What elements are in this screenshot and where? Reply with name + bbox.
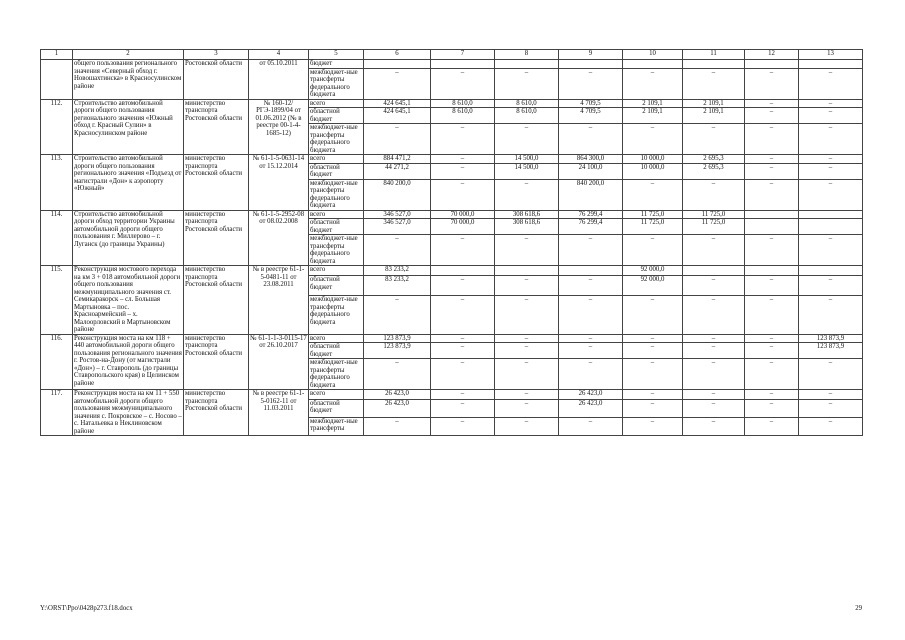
amount-cell: 10 000,0: [623, 163, 683, 179]
funding-source: межбюджет-ные трансферты: [309, 417, 364, 435]
amount-cell: 123 873,9: [364, 334, 431, 343]
row-number: 116.: [41, 334, 73, 390]
amount-cell: 308 618,6: [495, 210, 559, 219]
document-details: от 05.10.2011: [249, 60, 309, 100]
amount-cell: 83 233,2: [364, 276, 431, 296]
amount-cell: –: [495, 390, 559, 400]
funding-source: областной бюджет: [309, 343, 364, 359]
amount-cell: –: [495, 399, 559, 417]
amount-cell: –: [559, 296, 623, 334]
amount-cell: –: [799, 276, 863, 296]
amount-cell: –: [495, 124, 559, 155]
amount-cell: –: [364, 235, 431, 266]
object-name: Строительство автомобильной дороги общего пользования регионального значения «Подъезд от магистрали «Дон» к аэропорту «Южный»: [73, 155, 184, 211]
funding-source: областной бюджет: [309, 219, 364, 235]
col-header: 12: [745, 50, 799, 60]
amount-cell: –: [799, 359, 863, 390]
amount-cell: 11 725,0: [683, 210, 745, 219]
document-details: № в реестре 61-1-5-0481-11 от 23.08.2011: [249, 266, 309, 335]
funding-source: всего: [309, 155, 364, 164]
amount-cell: –: [431, 163, 495, 179]
document-details: № в реестре 61-1-5-0162-11 от 11.03.2011: [249, 390, 309, 436]
amount-cell: 2 695,3: [683, 163, 745, 179]
amount-cell: [431, 266, 495, 276]
amount-cell: [799, 210, 863, 219]
amount-cell: [799, 60, 863, 69]
amount-cell: 2 109,1: [683, 108, 745, 124]
amount-cell: –: [799, 68, 863, 99]
document-details: № 160-12/ РГЭ-1899/04 от 01.06.2012 (№ в реестре 00-1-4-1685-12): [249, 99, 309, 155]
row-number: [41, 60, 73, 100]
col-header: 9: [559, 50, 623, 60]
document-details: № 61-1-5-2952-08 от 08.02.2008: [249, 210, 309, 266]
amount-cell: 123 873,9: [799, 334, 863, 343]
funding-source: всего: [309, 99, 364, 108]
amount-cell: [559, 266, 623, 276]
amount-cell: 8 610,0: [495, 108, 559, 124]
amount-cell: –: [799, 417, 863, 435]
amount-cell: –: [431, 68, 495, 99]
amount-cell: –: [559, 124, 623, 155]
amount-cell: 2 695,3: [683, 155, 745, 164]
amount-cell: –: [683, 296, 745, 334]
col-header: 10: [623, 50, 683, 60]
amount-cell: –: [559, 417, 623, 435]
amount-cell: –: [431, 390, 495, 400]
amount-cell: –: [745, 99, 799, 108]
amount-cell: –: [559, 68, 623, 99]
amount-cell: 346 527,0: [364, 219, 431, 235]
amount-cell: –: [431, 124, 495, 155]
amount-cell: –: [495, 296, 559, 334]
funding-source: межбюджет-ные трансферты федерального бюджета: [309, 296, 364, 334]
executor: министерство транспорта Ростовской области: [184, 390, 249, 436]
amount-cell: 8 610,0: [495, 99, 559, 108]
amount-cell: –: [745, 296, 799, 334]
amount-cell: –: [623, 390, 683, 400]
amount-cell: –: [364, 124, 431, 155]
budget-table: [40, 49, 863, 436]
amount-cell: –: [745, 155, 799, 164]
amount-cell: –: [683, 124, 745, 155]
executor: министерство транспорта Ростовской области: [184, 99, 249, 155]
amount-cell: –: [745, 179, 799, 210]
table-row: [41, 334, 863, 343]
amount-cell: –: [431, 359, 495, 390]
amount-cell: 26 423,0: [559, 399, 623, 417]
amount-cell: –: [799, 296, 863, 334]
amount-cell: 864 300,0: [559, 155, 623, 164]
amount-cell: –: [623, 399, 683, 417]
col-header: 6: [364, 50, 431, 60]
executor: министерство транспорта Ростовской области: [184, 155, 249, 211]
amount-cell: –: [799, 163, 863, 179]
amount-cell: [799, 219, 863, 235]
amount-cell: 70 000,0: [431, 219, 495, 235]
amount-cell: –: [559, 276, 623, 296]
amount-cell: 92 000,0: [623, 276, 683, 296]
col-header: 2: [73, 50, 184, 60]
col-header: 8: [495, 50, 559, 60]
executor: министерство транспорта Ростовской области: [184, 334, 249, 390]
amount-cell: 4 709,5: [559, 108, 623, 124]
amount-cell: 2 109,1: [623, 108, 683, 124]
amount-cell: –: [495, 334, 559, 343]
amount-cell: 424 645,1: [364, 99, 431, 108]
amount-cell: –: [431, 276, 495, 296]
amount-cell: –: [799, 99, 863, 108]
amount-cell: –: [495, 235, 559, 266]
table-row: [41, 390, 863, 400]
amount-cell: –: [559, 343, 623, 359]
amount-cell: –: [683, 417, 745, 435]
table-row: [41, 266, 863, 276]
executor: министерство транспорта Ростовской области: [184, 266, 249, 335]
row-number: 114.: [41, 210, 73, 266]
col-header: 1: [41, 50, 73, 60]
amount-cell: 26 423,0: [364, 399, 431, 417]
amount-cell: [799, 266, 863, 276]
amount-cell: –: [431, 235, 495, 266]
amount-cell: 44 271,2: [364, 163, 431, 179]
amount-cell: –: [799, 108, 863, 124]
amount-cell: –: [623, 179, 683, 210]
amount-cell: –: [364, 68, 431, 99]
amount-cell: [431, 60, 495, 69]
funding-source: межбюджет-ные трансферты федерального бюджета: [309, 68, 364, 99]
amount-cell: –: [683, 334, 745, 343]
table-row: [41, 210, 863, 219]
document-details: № 61-1-5-0631-14 от 15.12.2014: [249, 155, 309, 211]
col-header: 7: [431, 50, 495, 60]
amount-cell: –: [559, 359, 623, 390]
amount-cell: –: [799, 179, 863, 210]
funding-source: областной бюджет: [309, 399, 364, 417]
amount-cell: 4 709,5: [559, 99, 623, 108]
table-row: [41, 60, 863, 69]
amount-cell: [559, 60, 623, 69]
amount-cell: –: [623, 235, 683, 266]
amount-cell: –: [745, 417, 799, 435]
amount-cell: –: [495, 359, 559, 390]
amount-cell: –: [623, 343, 683, 359]
amount-cell: –: [799, 390, 863, 400]
amount-cell: 92 000,0: [623, 266, 683, 276]
amount-cell: 11 725,0: [683, 219, 745, 235]
amount-cell: –: [745, 359, 799, 390]
amount-cell: –: [745, 343, 799, 359]
amount-cell: –: [431, 343, 495, 359]
row-number: 112.: [41, 99, 73, 155]
amount-cell: [745, 210, 799, 219]
amount-cell: 8 610,0: [431, 108, 495, 124]
amount-cell: –: [364, 359, 431, 390]
table-row: [41, 99, 863, 108]
funding-source: областной бюджет: [309, 108, 364, 124]
object-name: Реконструкция моста на км 118 + 440 автомобильной дороги общего пользования регионального значения г. Ростов-на-Дону (от магистрали «Дон») – г. Ставрополь (до границы Ставропольского края) в Целинском районе: [73, 334, 184, 390]
amount-cell: 884 471,2: [364, 155, 431, 164]
amount-cell: –: [559, 235, 623, 266]
amount-cell: 24 100,0: [559, 163, 623, 179]
amount-cell: –: [623, 359, 683, 390]
amount-cell: –: [745, 390, 799, 400]
amount-cell: –: [623, 296, 683, 334]
table-body: [41, 60, 863, 436]
object-name: Реконструкция моста на км 11 + 550 автомобильной дороги общего пользования межмуниципального значения с. Покровское – с. Носово – с. Натальевка в Неклиновском районе: [74, 390, 182, 435]
row-number: 113.: [41, 155, 73, 211]
row-number: 117.: [41, 390, 73, 436]
amount-cell: –: [495, 179, 559, 210]
amount-cell: 123 873,9: [364, 343, 431, 359]
amount-cell: [364, 60, 431, 69]
document-details: № 61-1-1-3-0115-17 от 26.10.2017: [249, 334, 309, 390]
col-header: 4: [249, 50, 309, 60]
amount-cell: 83 233,2: [364, 266, 431, 276]
amount-cell: –: [745, 235, 799, 266]
funding-source: всего: [309, 334, 364, 343]
funding-source: всего: [309, 210, 364, 219]
amount-cell: 8 610,0: [431, 99, 495, 108]
amount-cell: –: [623, 68, 683, 99]
amount-cell: –: [745, 108, 799, 124]
amount-cell: –: [683, 399, 745, 417]
amount-cell: 123 873,9: [799, 343, 863, 359]
funding-source: межбюджет-ные трансферты федерального бюджета: [309, 359, 364, 390]
amount-cell: –: [745, 163, 799, 179]
amount-cell: 26 423,0: [364, 390, 431, 400]
amount-cell: –: [683, 343, 745, 359]
amount-cell: 2 109,1: [623, 99, 683, 108]
executor: Ростовской области: [184, 60, 249, 100]
amount-cell: 346 527,0: [364, 210, 431, 219]
amount-cell: –: [683, 359, 745, 390]
amount-cell: –: [623, 334, 683, 343]
amount-cell: 308 618,6: [495, 219, 559, 235]
page-number: 29: [855, 605, 862, 612]
col-header: 3: [184, 50, 249, 60]
amount-cell: –: [799, 124, 863, 155]
amount-cell: [683, 60, 745, 69]
amount-cell: [623, 60, 683, 69]
amount-cell: –: [683, 276, 745, 296]
funding-source: всего: [309, 266, 364, 276]
amount-cell: [495, 60, 559, 69]
amount-cell: –: [745, 68, 799, 99]
amount-cell: 11 725,0: [623, 210, 683, 219]
amount-cell: 26 423,0: [559, 390, 623, 400]
amount-cell: –: [799, 399, 863, 417]
amount-cell: [495, 266, 559, 276]
amount-cell: –: [745, 399, 799, 417]
amount-cell: –: [364, 296, 431, 334]
col-header: 5: [309, 50, 364, 60]
amount-cell: –: [559, 334, 623, 343]
object-name: общего пользования регионального значения «Северный обход г. Новошахтинска» в Красносулинском районе: [73, 60, 184, 100]
col-header: 11: [683, 50, 745, 60]
object-name: Строительство автомобильной дороги общего пользования регионального значения «Южный обход г. Красный Сулин» в Красносулинском районе: [73, 99, 184, 155]
funding-source: межбюджет-ные трансферты федерального бюджета: [309, 235, 364, 266]
amount-cell: 14 500,0: [495, 155, 559, 164]
amount-cell: –: [683, 68, 745, 99]
amount-cell: –: [495, 417, 559, 435]
amount-cell: [745, 219, 799, 235]
col-header: 13: [799, 50, 863, 60]
amount-cell: –: [745, 124, 799, 155]
document-path: Y:\ORST\Ppo\0428p273.f18.docx: [40, 605, 133, 612]
executor: министерство транспорта Ростовской области: [184, 210, 249, 266]
amount-cell: 10 000,0: [623, 155, 683, 164]
amount-cell: [745, 266, 799, 276]
amount-cell: 70 000,0: [431, 210, 495, 219]
column-number-row: [41, 50, 863, 60]
amount-cell: 840 200,0: [559, 179, 623, 210]
funding-source: межбюджет-ные трансферты федерального бюджета: [309, 179, 364, 210]
amount-cell: –: [431, 155, 495, 164]
amount-cell: –: [364, 417, 431, 435]
amount-cell: –: [683, 235, 745, 266]
object-name: Реконструкция мостового перехода на км 3 + 018 автомобильной дороги общего пользования межмуниципального значения ст. Семикаракорск – сл. Большая Мартыновка – пос. Красноармейский – х. Малоорловский в Мартыновском районе: [73, 266, 184, 335]
amount-cell: 76 299,4: [559, 219, 623, 235]
amount-cell: 840 200,0: [364, 179, 431, 210]
amount-cell: –: [799, 235, 863, 266]
funding-source: областной бюджет: [309, 276, 364, 296]
amount-cell: [745, 60, 799, 69]
funding-source: всего: [309, 390, 364, 400]
amount-cell: 14 500,0: [495, 163, 559, 179]
amount-cell: 11 725,0: [623, 219, 683, 235]
funding-source: бюджет: [309, 60, 364, 69]
amount-cell: –: [623, 417, 683, 435]
object-name: Строительство автомобильной дороги обход территории Украины автомобильной дороги общего пользования г. Миллерово – г. Луганск (до границы Украины): [73, 210, 184, 266]
table-row: [41, 155, 863, 164]
amount-cell: –: [683, 390, 745, 400]
amount-cell: –: [745, 334, 799, 343]
funding-source: межбюджет-ные трансферты федерального бюджета: [309, 124, 364, 155]
funding-source: областной бюджет: [309, 163, 364, 179]
amount-cell: 424 645,1: [364, 108, 431, 124]
row-number: 115.: [41, 266, 73, 335]
amount-cell: 76 299,4: [559, 210, 623, 219]
amount-cell: –: [799, 155, 863, 164]
amount-cell: –: [431, 296, 495, 334]
amount-cell: –: [495, 276, 559, 296]
amount-cell: –: [495, 68, 559, 99]
amount-cell: –: [683, 179, 745, 210]
amount-cell: –: [623, 124, 683, 155]
amount-cell: –: [431, 179, 495, 210]
amount-cell: –: [431, 334, 495, 343]
amount-cell: –: [495, 343, 559, 359]
amount-cell: 2 109,1: [683, 99, 745, 108]
amount-cell: [683, 266, 745, 276]
amount-cell: –: [431, 399, 495, 417]
amount-cell: –: [745, 276, 799, 296]
amount-cell: –: [431, 417, 495, 435]
